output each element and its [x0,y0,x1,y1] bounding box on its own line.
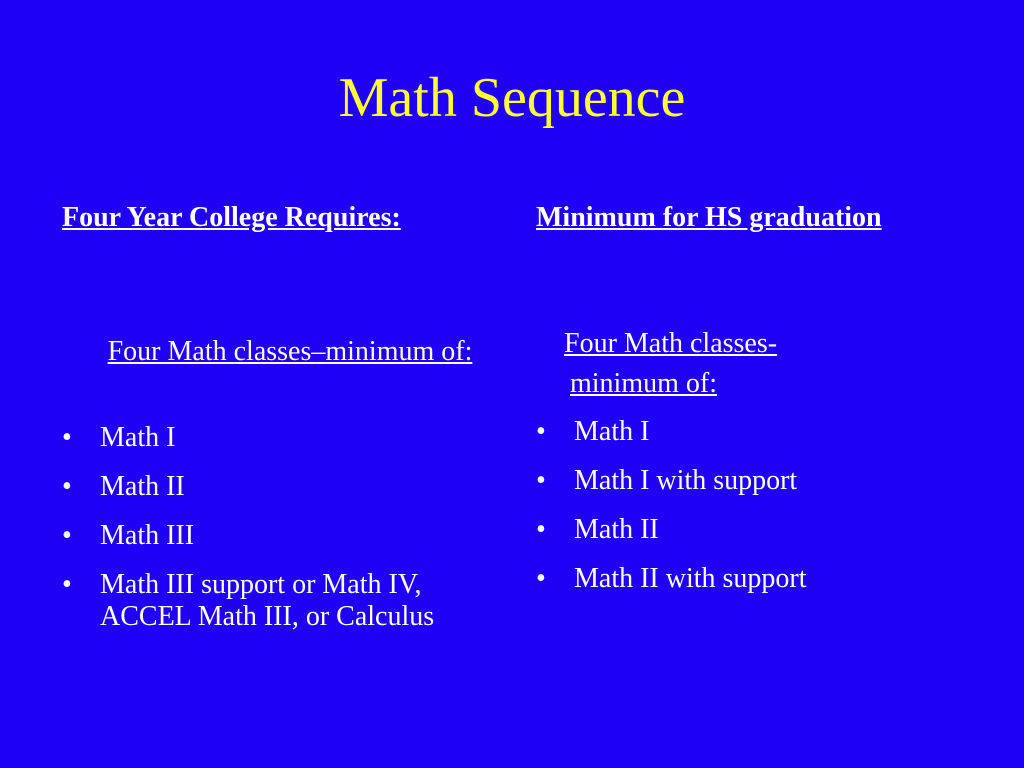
right-intro-line-2: minimum of: [570,368,717,399]
right-bullet-list [530,416,950,612]
list-item [530,416,950,448]
slide-title: Math Sequence [338,67,686,129]
list-item [530,514,950,546]
list-item [530,563,950,595]
list-item [56,520,456,552]
bullet-icon: • [536,563,546,594]
list-item-text: Math II [574,514,659,545]
left-column-intro: Four Math classes–minimum of: [107,336,473,367]
list-item [56,422,456,454]
right-column-intro [564,324,854,404]
bullet-icon: • [536,416,546,447]
bullet-icon: • [62,422,72,453]
list-item-text: Math I [574,416,650,447]
list-item-text: Math II [100,471,185,502]
list-item-text: Math I [100,422,176,453]
list-item-text: Math III [100,520,195,551]
bullet-icon: • [536,465,546,496]
list-item [56,569,456,633]
bullet-icon: • [62,569,72,600]
bullet-icon: • [536,514,546,545]
left-column-heading: Four Year College Requires: [62,202,401,233]
list-item-text: Math III support or Math IV, ACCEL Math III, or Calculus [100,569,435,632]
right-intro-line-1: Four Math classes- [564,328,778,359]
list-item-text: Math II with support [574,563,807,594]
list-item [530,465,950,497]
list-item [56,471,456,503]
bullet-icon: • [62,520,72,551]
left-bullet-list [56,422,456,650]
list-item-text: Math I with support [574,465,798,496]
right-column-heading: Minimum for HS graduation [536,202,882,233]
bullet-icon: • [62,471,72,502]
